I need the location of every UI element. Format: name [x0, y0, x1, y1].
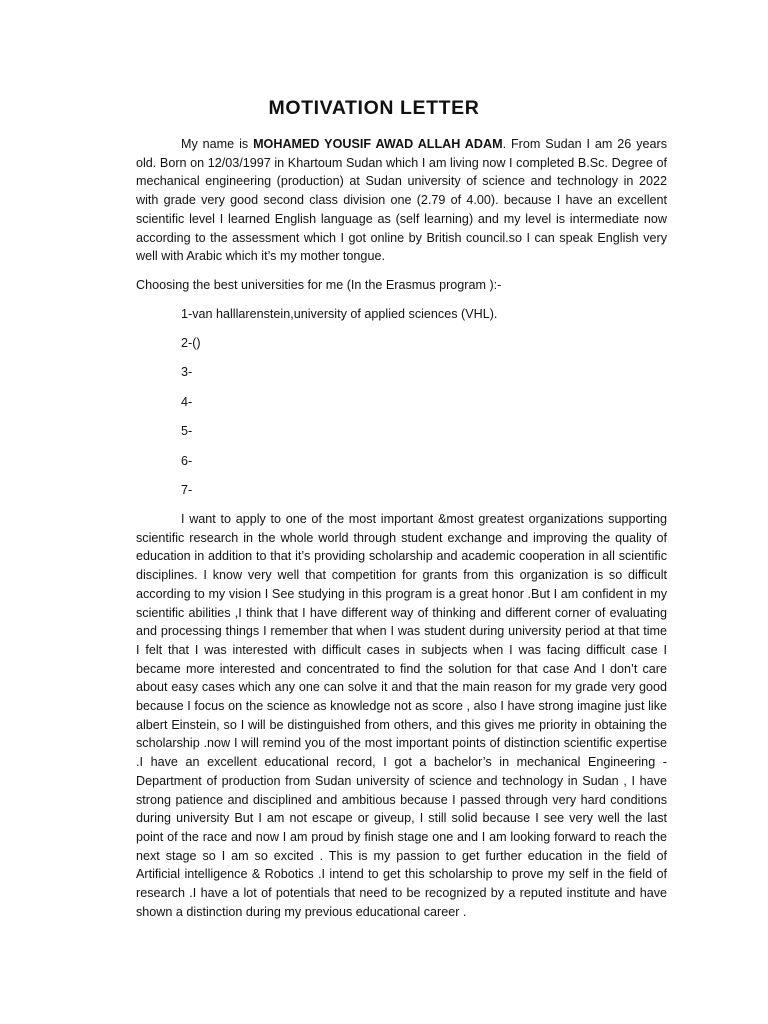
intro-text: . From Sudan I am 26 years old. Born on 12/03/1997 in Khartoum Sudan which I am living now I completed B.Sc. Degree of mechanical engineering (production) at Sudan university of science and technology in 2022 with grade very good second class division one (2.79 of 4.00). because I have an excellent scientific level I learned English language as (self learning) and my level is intermediate now according to the assessment which I got online by British council.so I can speak English very well with Arabic which it’s my mother tongue. [136, 137, 667, 264]
university-item-3: 3- [181, 365, 193, 379]
university-item-2: 2-() [181, 336, 201, 350]
university-item-6: 6- [181, 454, 193, 468]
motivation-paragraph: I want to apply to one of the most important &most greatest organizations supporting scientific research in the whole world through student exchange and improving the quality of education in addition to that it’s providing scholarship and academic cooperation in all scientific disciplines. I know very well that competition for grants from this organization is so difficult according to my vision I See studying in this program is a great honor .But I am confident in my scientific abilities ,I think that I have different way of thinking and different corner of evaluating and processing things I remember that when I was student during university period at that time I felt that I was interested with difficult cases in subjects when I was facing difficult case I became more interested and concentrated to find the solution for that case And I don’t care about easy cases which any one can solve it and that the main reason for my grade very good because I focus on the science as knowledge not as score , also I have strong imagine just like albert Einstein, so I will be distinguished from others, and this gives me priority in obtaining the scholarship .now I will remind you of the most important points of distinction scientific expertise .I have an excellent educational record, I got a bachelor’s in mechanical Engineering - Department of production from Sudan university of science and technology in Sudan , I have strong patience and disciplined and ambitious because I passed through very hard conditions during university But I am not escape or giveup, I still solid because I see very well the last point of the race and now I am proud by finish stage one and I am looking forward to reach the next stage so I am so excited . This is my passion to get further education in the field of Artificial intelligence & Robotics .I intend to get this scholarship to prove my self in the field of research .I have a lot of potentials that need to be recognized by a reputed institute and have shown a distinction during my previous educational career . [136, 512, 667, 919]
intro-prefix: My name is [181, 137, 254, 151]
university-item-1: 1-van halllarenstein,university of applied sciences (VHL). [181, 307, 498, 321]
intro-paragraph [136, 135, 667, 266]
universities-heading: Choosing the best universities for me (In the Erasmus program ):- [136, 278, 502, 292]
university-item-4: 4- [181, 395, 193, 409]
university-item-7: 7- [181, 483, 193, 497]
letter-title: MOTIVATION LETTER [268, 97, 480, 119]
university-item-5: 5- [181, 424, 193, 438]
applicant-name: MOHAMED YOUSIF AWAD ALLAH ADAM [253, 137, 503, 151]
